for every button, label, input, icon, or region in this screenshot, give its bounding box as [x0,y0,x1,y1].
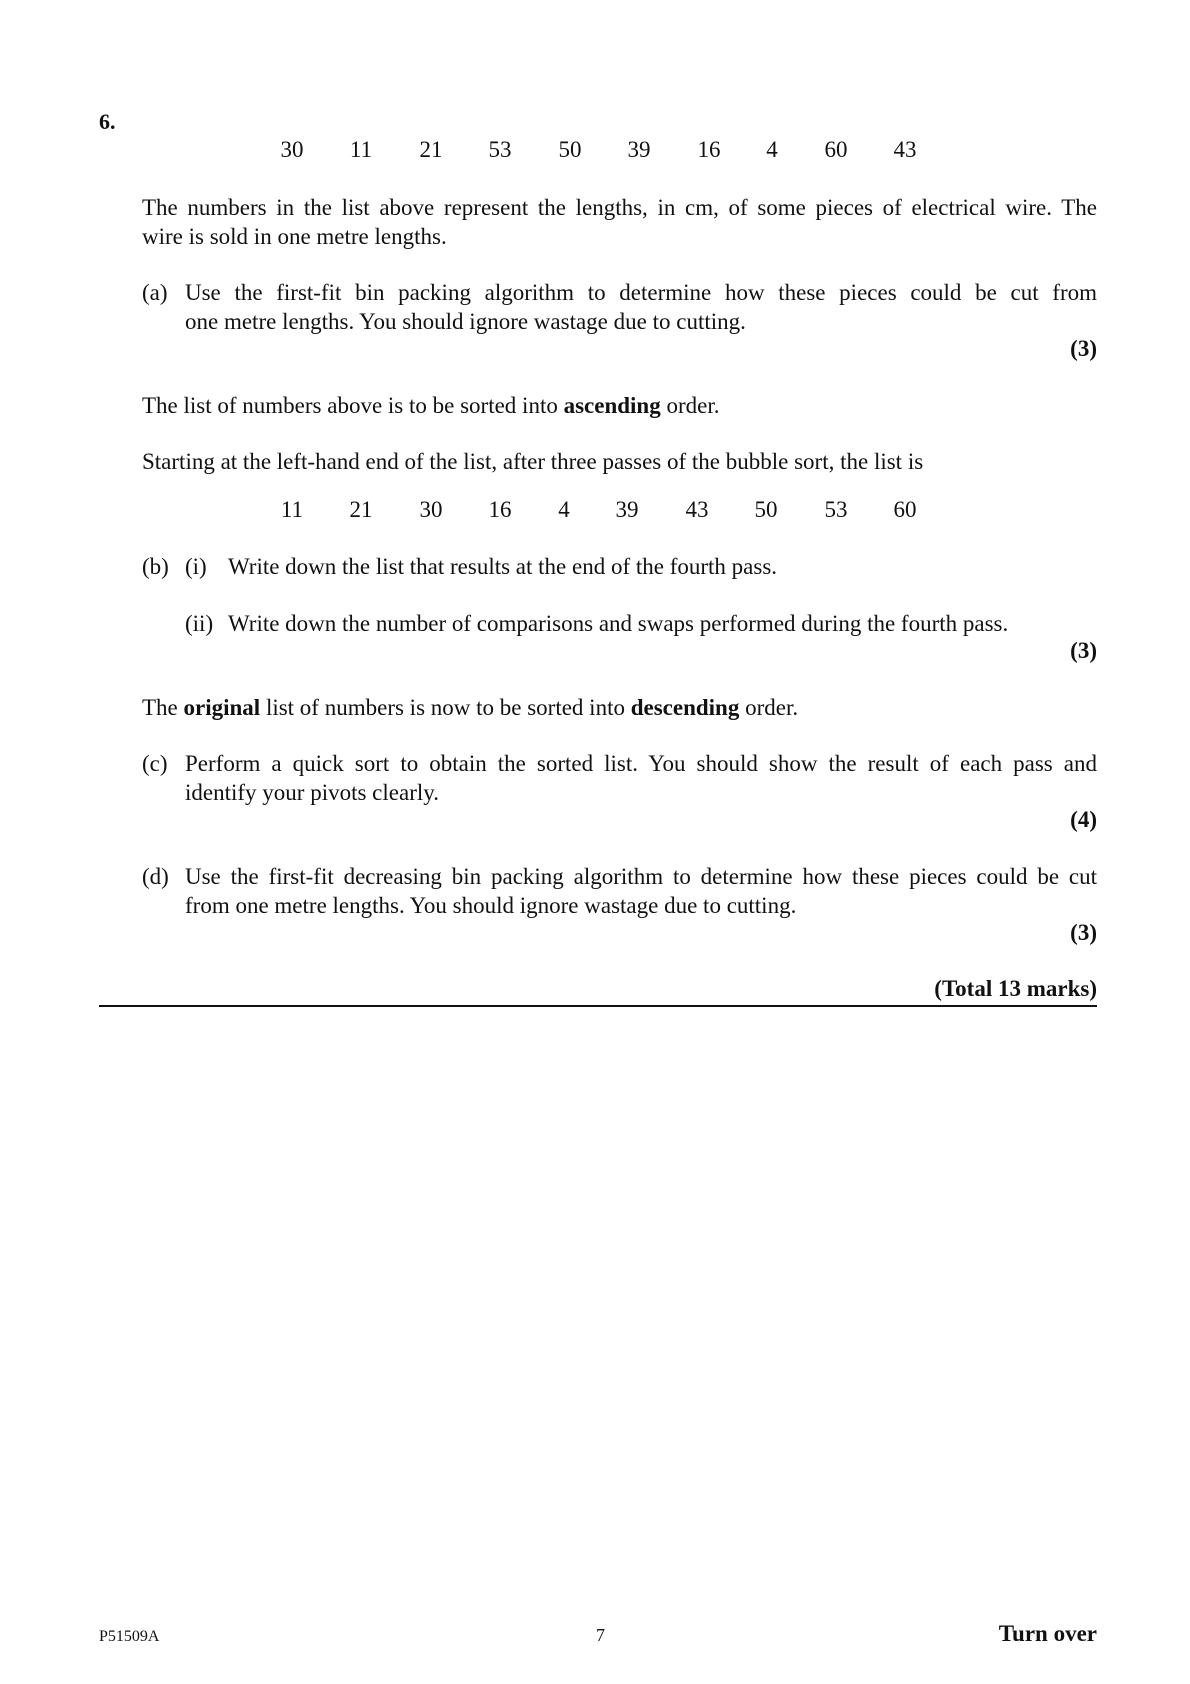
part-d-line-2: from one metre lengths. You should ignore wastage due to cutting. [185,892,797,918]
descending-sentence [142,694,1097,723]
list-item: 21 [419,137,443,162]
list-item: 21 [349,497,373,522]
question-number: 6. [99,109,116,134]
part-d-text [185,863,1097,920]
page-number: 7 [596,1625,605,1645]
descending-text-2: list of numbers is now to be sorted into [260,695,631,720]
list-item: 4 [558,497,570,522]
part-c-line-2: identify your pivots clearly. [185,779,439,805]
part-b-ii-label: (ii) [185,611,214,636]
original-number-list [0,137,1190,167]
descending-bold-1: original [183,695,261,720]
list-item: 16 [697,137,721,162]
list-item: 16 [488,497,512,522]
part-b-i-label: (i) [185,554,207,579]
list-item: 11 [280,497,304,522]
list-item: 60 [824,137,848,162]
part-a-line-2: one metre lengths. You should ignore wastage due to cutting. [185,308,746,334]
part-a-marks: (3) [1070,336,1097,361]
part-a-text [185,279,1097,336]
part-c-label: (c) [142,751,168,776]
part-b-ii-text: Write down the number of comparisons and swaps performed during the fourth pass. [228,611,1009,636]
ascending-text-2: order. [660,393,720,418]
paper-code: P51509A [99,1628,160,1645]
part-d-line-1: Use the first-fit decreasing bin packing algorithm to determine how these pieces could be cut [185,864,1097,889]
ascending-text-1: The list of numbers above is to be sorted into [142,393,564,418]
list-item: 39 [627,137,651,162]
list-item: 60 [893,497,917,522]
list-item: 4 [766,137,778,162]
list-item: 39 [615,497,639,522]
ascending-bold: ascending [563,393,661,418]
list-item: 53 [488,137,512,162]
bubble-sort-list [0,497,1190,527]
part-a-label: (a) [142,280,168,305]
descending-bold-2: descending [630,695,740,720]
descending-text-3: order. [739,695,799,720]
part-b-i-text: Write down the list that results at the end of the fourth pass. [228,554,778,579]
turn-over-label: Turn over [998,1621,1097,1646]
part-c-text [185,750,1097,807]
list-item: 53 [824,497,848,522]
intro-line-1: The numbers in the list above represent the lengths, in cm, of some pieces of electrical wire. The [142,195,1097,220]
part-c-line-1: Perform a quick sort to obtain the sorted list. You should show the result of each pass and [185,751,1097,776]
list-item: 50 [558,137,582,162]
descending-text-1: The [142,695,184,720]
ascending-sentence [142,392,1097,421]
part-a-line-1: Use the first-fit bin packing algorithm to determine how these pieces could be cut from [185,280,1097,305]
part-b-label: (b) [142,554,169,579]
part-d-marks: (3) [1070,920,1097,945]
list-item: 43 [893,137,917,162]
part-c-marks: (4) [1070,807,1097,832]
total-marks: (Total 13 marks) [934,976,1097,1001]
list-item: 43 [685,497,709,522]
intro-paragraph [142,194,1097,251]
part-d-label: (d) [142,864,169,889]
section-divider [99,1005,1097,1007]
list-item: 30 [419,497,443,522]
intro-line-2: wire is sold in one metre lengths. [142,223,447,249]
list-item: 11 [349,137,373,162]
list-item: 50 [754,497,778,522]
list-item: 30 [280,137,304,162]
part-b-marks: (3) [1070,638,1097,663]
bubble-sort-intro: Starting at the left-hand end of the list, after three passes of the bubble sort, the list is [142,449,924,474]
